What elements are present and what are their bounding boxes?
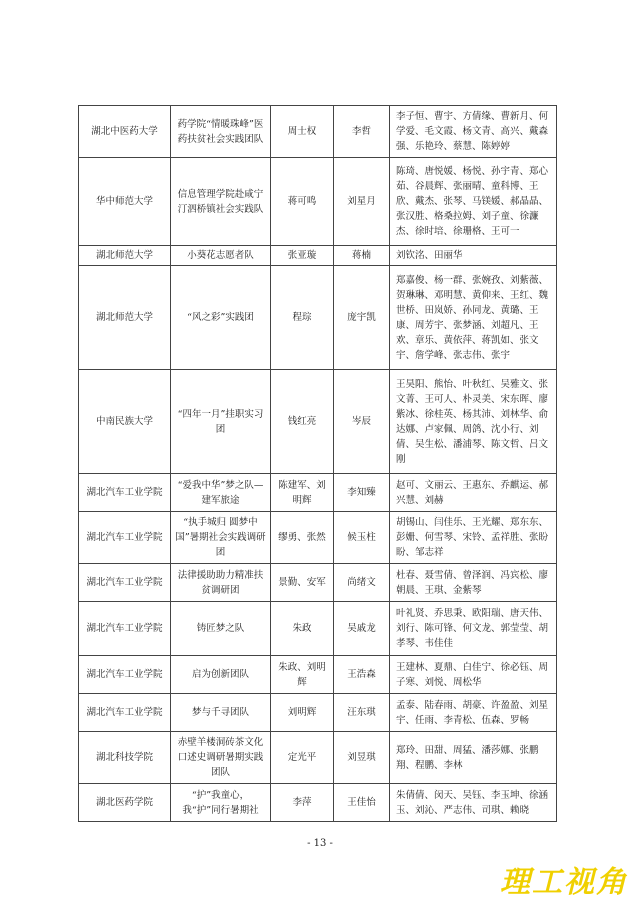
contact-cell: 尚绪文	[334, 564, 390, 602]
table-row	[79, 732, 557, 784]
contact-cell: 李知臻	[334, 474, 390, 512]
leader-cell: 程琮	[271, 266, 334, 370]
page-number: - 13 -	[307, 838, 333, 849]
members-cell: 李子恒、曹宇、方倩缘、曹新月、何学爱、毛文霞、杨文青、高兴、戴森强、乐艳玲、蔡慧、陈婷婷	[390, 106, 557, 158]
school-cell: 湖北汽车工业学院	[79, 656, 171, 694]
table-row	[79, 474, 557, 512]
school-cell: 湖北师范大学	[79, 246, 171, 266]
contact-cell: 李哲	[334, 106, 390, 158]
team-cell: 小葵花志愿者队	[171, 246, 271, 266]
members-cell: 孟泰、陆春雨、胡豪、许盈盈、刘星宇、任雨、李青松、伍森、罗畅	[390, 694, 557, 732]
watermark-logo: 理工视角	[500, 865, 628, 900]
contact-cell: 岑辰	[334, 370, 390, 474]
leader-cell: 朱政	[271, 602, 334, 656]
contact-cell: 刘昱琪	[334, 732, 390, 784]
roster-table	[78, 105, 557, 822]
leader-cell: 朱政、刘明辉	[271, 656, 334, 694]
contact-cell: 王浩森	[334, 656, 390, 694]
leader-cell: 李萍	[271, 784, 334, 822]
contact-cell: 刘星月	[334, 158, 390, 246]
table-row	[79, 694, 557, 732]
members-cell: 刘钦洺、田丽华	[390, 246, 557, 266]
members-cell: 赵可、文丽云、王惠东、乔麒运、郝兴慧、刘赫	[390, 474, 557, 512]
contact-cell: 汪东琪	[334, 694, 390, 732]
school-cell: 湖北科技学院	[79, 732, 171, 784]
team-cell: “风之彩”实践团	[171, 266, 271, 370]
school-cell: 湖北师范大学	[79, 266, 171, 370]
members-cell: 陈琦、唐悦媛、杨悦、孙宇青、郑心茹、谷晨辉、张丽晴、童科博、王欣、戴杰、张琴、马镁媛、郝晶晶、张汉胜、格桑拉姆、刘子童、徐濂杰、徐时培、徐珊格、王可一	[390, 158, 557, 246]
members-cell: 郑玲、田甜、周猛、潘莎娜、张鹏翔、程鹏、李林	[390, 732, 557, 784]
team-cell: “执手城归 圆梦中国”暑期社会实践调研团	[171, 512, 271, 564]
table-row	[79, 564, 557, 602]
leader-cell: 钱红亮	[271, 370, 334, 474]
leader-cell: 周士权	[271, 106, 334, 158]
school-cell: 湖北汽车工业学院	[79, 694, 171, 732]
table-row	[79, 784, 557, 822]
members-cell: 王昊阳、熊怡、叶秋红、吴雅文、张文菁、王可人、朴灵美、宋东晖、廖紫冰、徐桂英、杨其沛、刘林华、俞达娜、卢家佩、周鸽、沈小行、刘倩、吴生松、潘浦琴、陈文哲、吕文刚	[390, 370, 557, 474]
members-cell: 王建林、夏鼎、白佳宁、徐必钰、周子寒、刘悦、周松华	[390, 656, 557, 694]
school-cell: 湖北汽车工业学院	[79, 474, 171, 512]
leader-cell: 蒋可鸣	[271, 158, 334, 246]
team-cell: 赤壁羊楼洞砖茶文化口述史调研暑期实践团队	[171, 732, 271, 784]
members-cell: 朱倩倩、闵天、吴钰、李玉坤、徐涵玉、刘沁、严志伟、司琪、赖晓	[390, 784, 557, 822]
leader-cell: 张亚璇	[271, 246, 334, 266]
school-cell: 华中师范大学	[79, 158, 171, 246]
members-cell: 叶礼贤、乔思秉、欧阳瑞、唐天伟、刘行、陈可锋、何文龙、郭莹莹、胡孝琴、韦佳佳	[390, 602, 557, 656]
leader-cell: 陈建军、刘明辉	[271, 474, 334, 512]
table-row	[79, 602, 557, 656]
team-cell: 法律援助助力精准扶贫调研团	[171, 564, 271, 602]
team-cell: 药学院“情暖珠峰”医药扶贫社会实践团队	[171, 106, 271, 158]
school-cell: 湖北汽车工业学院	[79, 512, 171, 564]
team-cell: “爱我中华”梦之队—建军旅途	[171, 474, 271, 512]
contact-cell: 庞宇凯	[334, 266, 390, 370]
contact-cell: 候玉柱	[334, 512, 390, 564]
school-cell: 中南民族大学	[79, 370, 171, 474]
school-cell: 湖北汽车工业学院	[79, 564, 171, 602]
table-row	[79, 246, 557, 266]
team-cell: “四年一月”挂职实习团	[171, 370, 271, 474]
leader-cell: 景勤、安军	[271, 564, 334, 602]
table-row	[79, 266, 557, 370]
contact-cell: 吴戚龙	[334, 602, 390, 656]
roster-table-body	[79, 106, 557, 822]
leader-cell: 定光平	[271, 732, 334, 784]
team-cell: 启为创新团队	[171, 656, 271, 694]
members-cell: 杜春、聂雪倩、曾泽润、冯宾松、廖朝晨、王琪、金紫琴	[390, 564, 557, 602]
members-cell: 郑嘉俊、杨一群、张婉孜、刘紫薇、贺琳琳、邓明慧、黄仰来、王红、魏世桥、田岚娇、孙同龙、黄璐、王康、周芳宇、张梦涵、刘超凡、王欢、章乐、黄依萍、蒋凯如、张文宇、詹学峰、张志伟、张宇	[390, 266, 557, 370]
table-row	[79, 158, 557, 246]
team-cell: 梦与千寻团队	[171, 694, 271, 732]
members-cell: 胡锡山、闫佳乐、王光耀、郑东东、彭姗、何雪琴、宋铃、孟祥胜、张盼盼、邹志祥	[390, 512, 557, 564]
school-cell: 湖北汽车工业学院	[79, 602, 171, 656]
table-row	[79, 370, 557, 474]
team-cell: 铸匠梦之队	[171, 602, 271, 656]
leader-cell: 缪勇、张然	[271, 512, 334, 564]
table-row	[79, 656, 557, 694]
contact-cell: 王佳怡	[334, 784, 390, 822]
school-cell: 湖北医药学院	[79, 784, 171, 822]
team-cell: “护”我童心，我“护”同行暑期社	[171, 784, 271, 822]
team-cell: 信息管理学院赴咸宁汀泗桥镇社会实践队	[171, 158, 271, 246]
leader-cell: 刘明辉	[271, 694, 334, 732]
contact-cell: 蒋楠	[334, 246, 390, 266]
table-row	[79, 512, 557, 564]
table-row	[79, 106, 557, 158]
school-cell: 湖北中医药大学	[79, 106, 171, 158]
